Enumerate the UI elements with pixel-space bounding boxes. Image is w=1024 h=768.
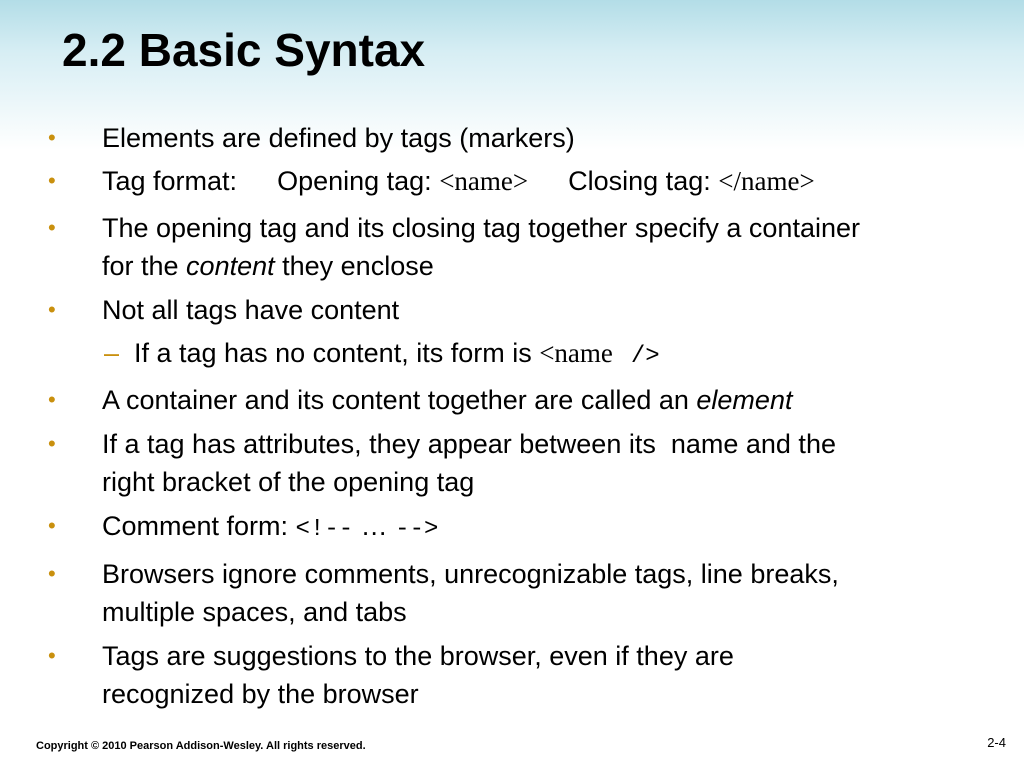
comment-close-code: --> xyxy=(395,516,439,543)
bullet-icon: • xyxy=(48,297,56,322)
page-number: 2-4 xyxy=(987,735,1006,750)
bullet-text-line: Tags are suggestions to the browser, even if they are xyxy=(102,641,734,671)
bullet-text-line: The opening tag and its closing tag together specify a container xyxy=(102,213,860,243)
bullet-item xyxy=(48,209,1002,285)
bullet-icon: • xyxy=(48,643,56,668)
bullet-item xyxy=(48,381,1002,419)
bullet-item xyxy=(48,637,1002,713)
slide-content xyxy=(0,117,1024,717)
bullet-text-line: recognized by the browser xyxy=(102,679,419,709)
emphasis-element: element xyxy=(696,385,793,415)
bullet-text: Elements are defined by tags (markers) xyxy=(102,123,575,153)
tag-format-label: Tag format: xyxy=(102,166,238,196)
bullet-text: A container and its content together are called an xyxy=(102,385,697,415)
sub-bullet-item xyxy=(104,334,994,376)
emphasis-content: content xyxy=(186,251,275,281)
bullet-icon: • xyxy=(48,215,56,240)
slide-title: 2.2 Basic Syntax xyxy=(62,24,426,76)
bullet-icon: • xyxy=(48,125,56,150)
closing-tag-code: </name> xyxy=(718,166,815,196)
bullet-text-line: If a tag has attributes, they appear between its name and the xyxy=(102,429,836,459)
opening-tag-code: <name> xyxy=(439,166,529,196)
bullet-item xyxy=(48,507,1002,549)
bullet-item xyxy=(48,119,1002,157)
bullet-icon: • xyxy=(48,168,56,193)
bullet-text-line: Browsers ignore comments, unrecognizable tags, line breaks, xyxy=(102,559,839,589)
opening-tag-label: Opening tag: xyxy=(277,166,432,196)
bullet-text-line: right bracket of the opening tag xyxy=(102,467,475,497)
comment-ellipsis: … xyxy=(353,511,396,541)
bullet-item xyxy=(48,162,1002,200)
bullet-text: Not all tags have content xyxy=(102,295,400,325)
copyright-notice: Copyright © 2010 Pearson Addison-Wesley. All rights reserved. xyxy=(36,740,366,752)
sub-bullet-text: If a tag has no content, its form is xyxy=(134,338,540,368)
bullet-icon: • xyxy=(48,513,56,538)
bullet-text-line: for the content they enclose xyxy=(102,251,434,281)
bullet-item xyxy=(48,555,1002,631)
bullet-icon: • xyxy=(48,431,56,456)
self-closing-code-end: /> xyxy=(630,343,660,370)
bullet-item xyxy=(48,425,1002,501)
closing-tag-label: Closing tag: xyxy=(568,166,711,196)
bullet-item xyxy=(48,291,1002,329)
comment-open-code: <!-- xyxy=(295,516,354,543)
bullet-icon: • xyxy=(48,387,56,412)
self-closing-code-start: <name xyxy=(539,338,613,368)
bullet-icon: • xyxy=(48,561,56,586)
dash-icon: – xyxy=(104,338,120,368)
comment-form-label: Comment form: xyxy=(102,511,296,541)
bullet-text-line: multiple spaces, and tabs xyxy=(102,597,407,627)
